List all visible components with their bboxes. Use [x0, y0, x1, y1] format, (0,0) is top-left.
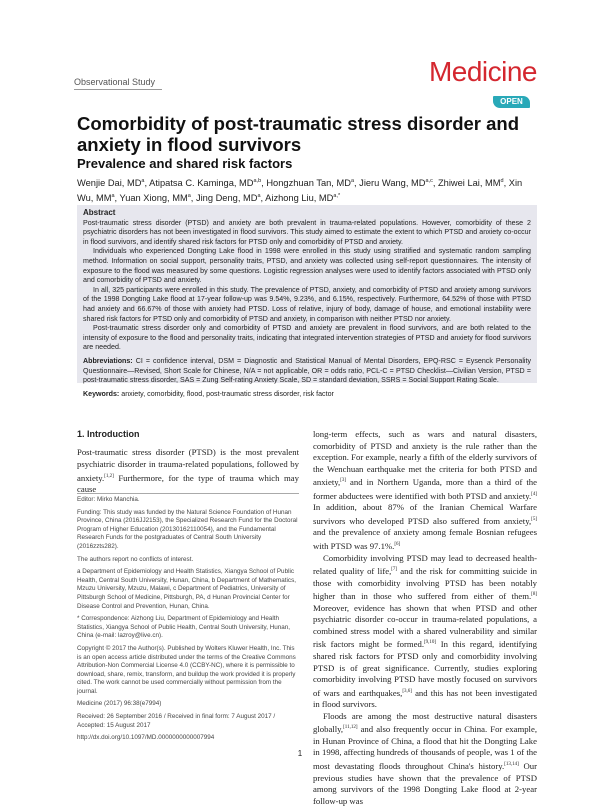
abbreviations	[83, 357, 531, 386]
intro-col1-part: Furthermore, for the type of trauma which may cause	[77, 472, 299, 495]
keywords-text: anxiety, comorbidity, flood, post-traumatic stress disorder, risk factor	[121, 389, 334, 398]
author-name: Zhiwei Lai, MM	[438, 178, 501, 189]
footnote-funding: Funding: This study was funded by the Natural Science Foundation of Hunan Province, China (2016JJ2153), the Specialized Research Fund for the Doctoral Program of Higher Education (20130162110054), and the Fundamental Research Funds for the postgraduates of Central South University (2016zzts282).	[77, 508, 298, 550]
author-affiliation: a	[141, 178, 145, 184]
abstract-box	[77, 205, 537, 398]
abstract-paragraph: Post-traumatic stress disorder (PTSD) and anxiety are both prevalent in trauma-related populations. However, comorbidity of these 2 psychiatric disorders has not been investigated in flood survivors. This study aimed to estimate the extent to which PTSD and anxiety co-occur in flood survivors, and identify shared risk factors for PTSD only and comorbidity of PTSD and anxiety.	[83, 218, 531, 246]
citation[interactable]: [11,12]	[343, 725, 358, 731]
section-tag: Observational Study	[74, 77, 156, 87]
author-name: Yuan Xiong, MM	[119, 193, 188, 204]
footnote-copyright: Copyright © 2017 the Author(s). Published by Wolters Kluwer Health, Inc. This is an open access article distributed under the terms of the Creative Commons Attribution-Non Commercial License 4.0 (CCBY-NC), where it is permissible to download, share, remix, transform, and buildup the work provided it is properly cited. The work cannot be used commercially without permission from the journal.	[77, 644, 296, 695]
citation[interactable]: [3]	[340, 478, 347, 484]
author-name: Jing Deng, MD	[195, 193, 258, 204]
intro-text: long-term effects, such as wars and natural disasters, comorbidity of PTSD and anxiety is the rule rather than the exception. For example, nearly a fifth of the elderly survivors of the Wenchuan earthquake met the criteria for both PTSD and anxiety,	[313, 429, 537, 488]
keywords-label: Keywords:	[83, 389, 120, 398]
author-name: Xin Wu, MM	[77, 178, 523, 204]
section-tag-rule	[74, 89, 162, 90]
intro-col1-part: Post-traumatic stress disorder (PTSD) is the most prevalent psychiatric disorder in trauma-related populations, followed by anxiety.	[77, 447, 299, 483]
intro-col1-text	[77, 447, 299, 496]
author-affiliation: a,b	[253, 178, 262, 184]
page-number: 1	[297, 749, 303, 758]
citation[interactable]: [9,10]	[424, 640, 437, 646]
intro-text: Floods are among the most destructive natural disasters globally,	[313, 710, 537, 735]
intro-paragraph	[313, 429, 537, 553]
intro-text: Moreover, evidence has shown that when PTSD and other psychiatric disorder co-occur in trauma-related populations, a combined stress model with a shared vulnerability and similar risk factors might be formed.	[313, 602, 537, 650]
intro-text: and this has not been investigated in flood survivors.	[313, 687, 537, 710]
open-access-badge: OPEN	[493, 96, 530, 108]
abstract-paragraph: Individuals who experienced Dongting Lake flood in 1998 were enrolled in this study using stratified and systematic random sampling method. Information on social support, personality traits, PTSD, and anxiety was collected using self-report questionnaires. The intensity of exposure to the flood was measured by some questions. Logistic regression analyses were used to identify factors associated with PTSD only and comorbidity of PTSD and anxiety.	[83, 247, 531, 285]
footnote-doi[interactable]: http://dx.doi.org/10.1097/MD.0000000000007994	[77, 734, 215, 742]
author-name: Jieru Wang, MD	[359, 178, 426, 189]
intro-text: and the risk for committing suicide in those with comorbidity involving PTSD has been notably higher than in those who suffered from either of them.	[313, 565, 537, 602]
author-name: Atipatsa C. Kaminga, MD	[149, 178, 254, 189]
footnote-correspondence: * Correspondence: Aizhong Liu, Department of Epidemiology and Health Statistics, Xiangya School of Public Health, Central South University, Hunan, China (e-mail: lazroy@live.cn).	[77, 615, 291, 640]
citation[interactable]: [6]	[394, 542, 401, 548]
author-name: Wenjie Dai, MD	[77, 178, 142, 189]
author-affiliation: d	[500, 178, 504, 184]
abstract-paragraph: In all, 325 participants were enrolled in this study. The prevalence of PTSD, anxiety, and comorbidity of PTSD and anxiety among survivors of the 1998 Dongting Lake flood at 17-year follow-up was 9.54%, 9.23%, and 6.15%, respectively. Furthermore, 64.52% of those with PTSD had anxiety and 66.67% of those with anxiety had PTSD. Loss of relative, injury of body, damage of house, and emotional instability were shared risk factors for PTSD only and comorbidity of PTSD and anxiety, in comparison with neither PTSD nor anxiety.	[83, 285, 531, 323]
author-affiliation: a	[257, 193, 261, 200]
author-name: Aizhong Liu, MD	[265, 193, 334, 204]
article-title: Comorbidity of post-traumatic stress disorder and anxiety in flood survivors	[77, 113, 520, 155]
journal-logo: Medicine	[428, 56, 537, 87]
article-subtitle: Prevalence and shared risk factors	[77, 156, 293, 171]
abstract-paragraph: Post-traumatic stress disorder only and comorbidity of PTSD and anxiety are prevalent in flood survivors, and are both related to the intensity of exposure to the flood and personality traits, indicating that integrated intervention strategies of PTSD and anxiety for flood survivors are needed.	[83, 324, 531, 352]
citation[interactable]: [1,2]	[104, 473, 114, 479]
citation[interactable]: [13,14]	[504, 762, 519, 768]
author-affiliation: a,*	[333, 193, 341, 200]
footnote-dates: Received: 26 September 2016 / Received in final form: 7 August 2017 / Accepted: 15 August 2017	[77, 713, 276, 729]
author-affiliation: a,c	[425, 178, 433, 184]
abstract-heading: Abstract	[83, 208, 116, 217]
author-affiliation: a	[111, 193, 115, 200]
citation[interactable]: [3,6]	[402, 688, 412, 694]
citation[interactable]: [8]	[531, 592, 537, 598]
intro-paragraph	[313, 711, 537, 807]
footnote-affiliations: a Department of Epidemiology and Health Statistics, Xiangya School of Public Health, Central South University, Hunan, China, b Department of Mathematics, Mzuzu University, Mzuzu, Malawi, c Department of Pediatrics, University of Pittsburgh School of Medicine, Pittsburgh, PA, d Hunan Provincial Center for Disease Control and Prevention, Hunan, China.	[77, 568, 296, 610]
citation[interactable]: [7]	[391, 567, 398, 573]
footnote-editor: Editor: Mirko Manchia.	[77, 496, 140, 503]
intro-text: In this regard, identifying shared risk factors for PTSD only and comorbidity involving PTSD is of great significance. Currently, studies exploring comorbidity involving PTSD have mostly focused on survivors of wars and earthquakes,	[313, 639, 537, 698]
intro-text: In addition, about 87% of the Iranian Chemical Warfare survivors who developed PTSD also suffered from anxiety,	[313, 502, 537, 526]
abbreviations-text: CI = confidence interval, DSM = Diagnostic and Statistical Manual of Mental Disorders, EPQ-RSC = Eysenck Personality Questionnaire—Revised, Short Scale for Chinese, N/A = not applicable, OR = odds ratio, PCL-C = PTSD Checklist—Civilian Version, PTSD = post-traumatic stress disorder, SAS = Zung Self-rating Anxiety Scale, SD = standard deviation, SSRS = Social Support Rating Scale.	[83, 356, 531, 385]
intro-text: Comorbidity involving PTSD may lead to decreased health-related quality of life,	[313, 552, 537, 576]
author-affiliation: a	[350, 178, 354, 184]
citation[interactable]: [4]	[531, 491, 537, 497]
section-heading-introduction: 1. Introduction	[77, 429, 140, 439]
intro-text: Our previous studies have shown that the prevalence of PTSD among survivors of the 1998 Dongting Lake flood at 2-year follow-up was	[313, 760, 537, 806]
footnote-rule	[77, 493, 299, 494]
intro-text: and in Northern Uganda, more than a third of the former abductees were identified with both PTSD and anxiety.	[313, 477, 537, 501]
author-name: Hongzhuan Tan, MD	[266, 178, 351, 189]
intro-text: and the prevalence of anxiety among female Bosnian refugees with PTSD was 97.1%.	[313, 527, 537, 551]
abbreviations-label: Abbreviations:	[83, 356, 133, 365]
intro-paragraph	[313, 553, 537, 711]
citation[interactable]: [5]	[531, 516, 537, 522]
author-list: Wenjie Dai, $MD^a$, Atipatsa C. Kaminga, MD$^{a,b}$, Hongzhuan Tan, $MD^a$, Jieru Wang, MD$^{a,c}$, Zhiwei Lai, $MM^d$, Xin Wu, $MM^a$, Yuan Xiong, $MM^a$, Jing Deng, $MD^a$, Aizhong Liu, $MD^{a,*}$	[77, 178, 523, 204]
author-affiliation: a	[187, 193, 191, 200]
keywords	[83, 390, 531, 400]
footnotes	[77, 496, 299, 747]
intro-text: and also frequently occur in China. For example, in Hunan Province of China, a flood that hit the Dongting Lake in 1998, affecting hundreds of thousands of people, was 1 of the most devastating floods throughout China's history.	[313, 724, 537, 771]
footnote-citation: Medicine (2017) 96:38(e7994)	[77, 700, 162, 708]
footnote-conflicts: The authors report no conflicts of interest.	[77, 555, 194, 563]
